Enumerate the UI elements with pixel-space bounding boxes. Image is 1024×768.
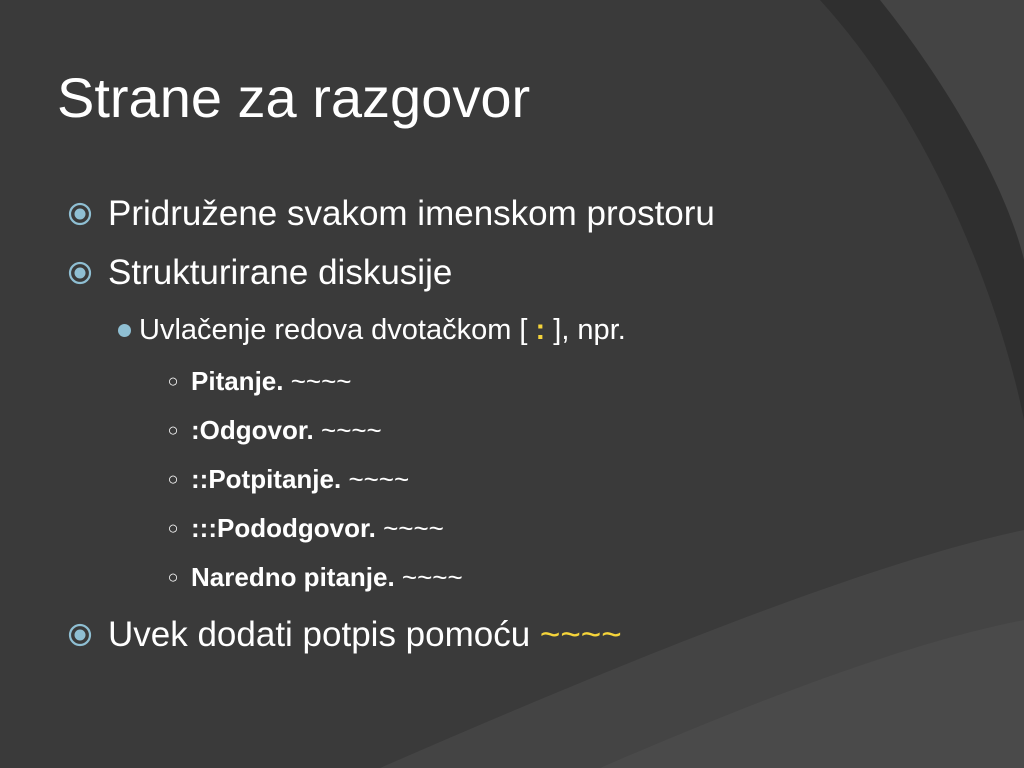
bullet-text: [191, 513, 444, 544]
bullet-item-level2: [118, 310, 626, 350]
tail-text: ~~~~: [394, 561, 463, 592]
bullet-text: [191, 415, 382, 446]
circle-bullet-icon: ○: [167, 370, 179, 391]
bullet-text: [108, 615, 622, 655]
bold-text: ::Potpitanje.: [191, 463, 342, 494]
highlight-colon: :: [535, 313, 546, 346]
bold-text: :::Pododgovor.: [191, 512, 376, 543]
text-before: Uvek dodati potpis pomoću: [108, 615, 540, 654]
bullet-text: [191, 464, 409, 495]
bullet-item-level1: [68, 251, 452, 295]
tail-text: ~~~~: [313, 414, 382, 445]
bold-text: Pitanje.: [191, 365, 284, 396]
bullet-item-level3: [163, 559, 463, 595]
bullet-text: Pridružene svakom imenskom prostoru: [108, 194, 715, 233]
slide-title: Strane za razgovor: [57, 66, 531, 129]
target-bullet-icon: [68, 623, 92, 647]
bullet-text: Strukturirane diskusije: [108, 253, 453, 292]
bold-text: Naredno pitanje.: [191, 561, 395, 592]
bullet-item-level1: [68, 192, 715, 236]
bullet-item-level1: [68, 613, 622, 657]
target-bullet-icon: [68, 202, 92, 226]
circle-bullet-icon: ○: [167, 419, 179, 440]
bullet-item-level3: [163, 510, 444, 546]
circle-bullet-icon: ○: [167, 468, 179, 489]
tail-text: ~~~~: [341, 463, 410, 494]
bullet-text: [139, 314, 626, 347]
circle-bullet-icon: ○: [167, 517, 179, 538]
text-before: Uvlačenje redova dvotačkom [: [139, 313, 536, 346]
bullet-item-level3: [163, 412, 382, 448]
tail-text: ~~~~: [283, 365, 352, 396]
target-bullet-icon: [68, 261, 92, 285]
bullet-item-level3: [163, 363, 351, 399]
bullet-text: [191, 366, 351, 397]
bullet-item-level3: [163, 461, 409, 497]
bold-text: :Odgovor.: [191, 414, 314, 445]
circle-bullet-icon: ○: [167, 566, 179, 587]
tail-text: ~~~~: [375, 512, 444, 543]
bullet-text: [191, 562, 463, 593]
dot-bullet-icon: [118, 324, 131, 337]
text-after: ], npr.: [545, 313, 626, 346]
highlight-tildes: ~~~~: [539, 615, 622, 654]
